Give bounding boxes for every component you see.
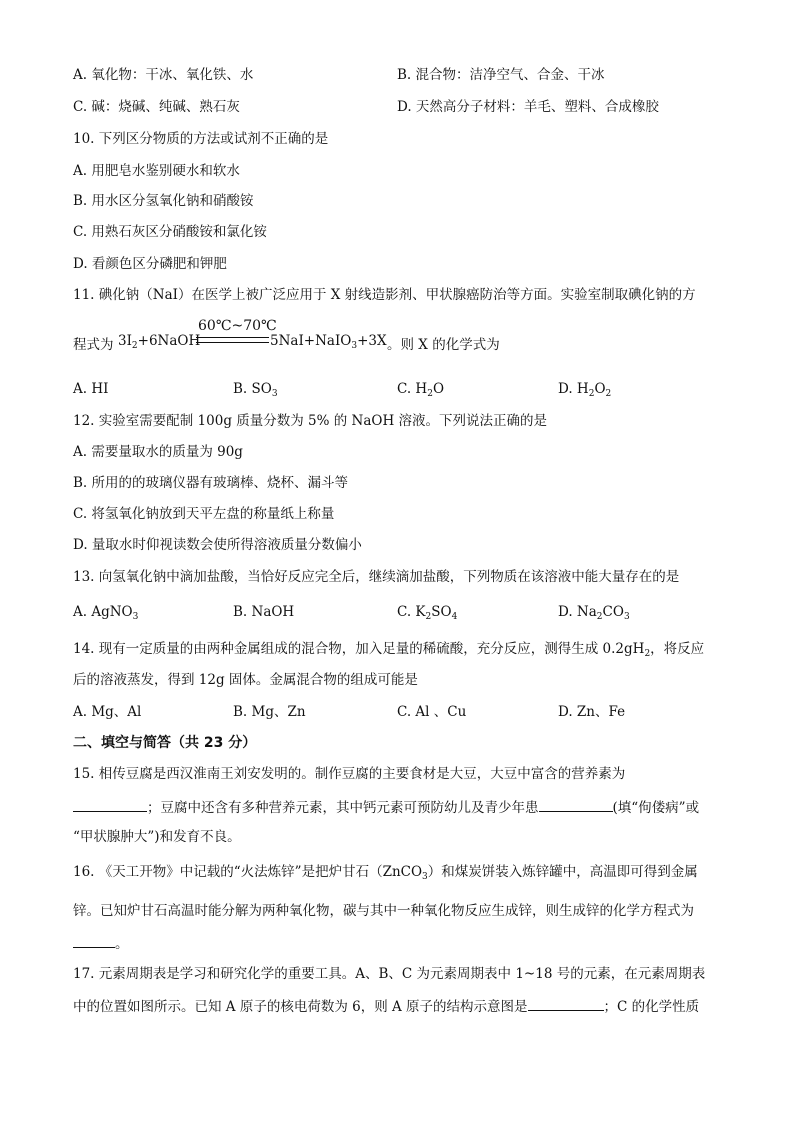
q14-option-a: A. Mg、Al — [73, 704, 142, 720]
q13-option-b: B. NaOH — [233, 604, 295, 620]
q9-option-d: D. 天然高分子材料：羊毛、塑料、合成橡胶 — [397, 99, 659, 115]
q10-option-d: D. 看颜色区分磷肥和钾肥 — [73, 256, 227, 272]
q11-option-a: A. HI — [73, 381, 109, 397]
q15-line1: 15. 相传豆腐是西汉淮南王刘安发明的。制作豆腐的主要食材是大豆，大豆中富含的营养素为 — [73, 766, 626, 782]
q12-stem: 12. 实验室需要配制 100g 质量分数为 5% 的 NaOH 溶液。下列说法正确的是 — [73, 413, 548, 429]
q16-line1: 16. 《天工开物》中记载的“火法炼锌”是把炉甘石（ZnCO$_3$）和煤炭饼装入炼锌罐中，高温即可得到金属 — [73, 864, 698, 882]
q15-line2: ；豆腐中还含有多种营养元素，其中钙元素可预防幼儿及青少年患 (填“佝偻病”或 — [73, 797, 699, 817]
q14-stem-line1: 14. 现有一定质量的由两种金属组成的混合物，加入足量的稀硫酸，充分反应，测得生成 $0.2gH_2$，将反应 — [73, 641, 705, 659]
q13-option-c: C. $K_2SO_4$ — [397, 604, 458, 622]
q11-eq-condition: 60℃~70℃ — [198, 318, 277, 334]
section-2-title: 二、填空与简答（共 23 分） — [73, 735, 257, 751]
q12-option-c: C. 将氢氧化钠放到天平左盘的称量纸上称量 — [73, 506, 335, 522]
q10-option-c: C. 用熟石灰区分硝酸铵和氯化铵 — [73, 224, 267, 240]
q11-option-b: B. $SO_3$ — [233, 381, 278, 399]
q14-option-c: C. Al 、Cu — [397, 704, 467, 720]
q14-stem-line2: 后的溶液蒸发，得到 12g 固体。金属混合物的组成可能是 — [73, 672, 418, 688]
q14-option-b: B. Mg、Zn — [233, 704, 306, 720]
q11-eq-suffix: 。则 X 的化学式为 — [387, 337, 500, 353]
q11-option-d: D. $H_2O_2$ — [558, 381, 612, 399]
q10-stem: 10. 下列区分物质的方法或试剂不正确的是 — [73, 131, 329, 147]
q10-option-a: A. 用肥皂水鉴别硬水和软水 — [73, 163, 240, 179]
q11-eq-double-line — [196, 337, 269, 343]
q13-option-d: D. $Na_2CO_3$ — [558, 604, 630, 622]
q10-option-b: B. 用水区分氢氧化钠和硝酸铵 — [73, 193, 254, 209]
q15-blank-2[interactable] — [539, 797, 613, 812]
q11-eq-prefix: 程式为 — [73, 337, 114, 353]
q14-option-d: D. Zn、Fe — [558, 704, 626, 720]
q11-eq-reactants: $3I_2+6NaOH$ — [118, 333, 201, 351]
q12-option-b: B. 所用的的玻璃仪器有玻璃棒、烧杯、漏斗等 — [73, 475, 349, 491]
q9-option-c: C. 碱：烧碱、纯碱、熟石灰 — [73, 99, 240, 115]
q12-option-a: A. 需要量取水的质量为 90g — [73, 444, 243, 460]
q13-stem: 13. 向氢氧化钠中滴加盐酸，当恰好反应完全后，继续滴加盐酸，下列物质在该溶液中能大量存在的是 — [73, 569, 680, 585]
q17-blank-1[interactable] — [528, 996, 604, 1011]
q9-option-b: B. 混合物：洁净空气、合金、干冰 — [397, 67, 605, 83]
q17-line1: 17. 元素周期表是学习和研究化学的重要工具。A、B、C 为元素周期表中 1~18 号的元素，在元素周期表 — [73, 966, 706, 982]
q11-stem: 11. 碘化钠（NaI）在医学上被广泛应用于 X 射线造影剂、甲状腺癌防治等方面。实验室制取碘化钠的方 — [73, 287, 696, 303]
q16-line2: 锌。已知炉甘石高温时能分解为两种氧化物，碳与其中一种氧化物反应生成锌，则生成锌的化学方程式为 — [73, 903, 694, 919]
q13-option-a: A. AgNO$_3$ — [73, 604, 139, 622]
q17-line2: 中的位置如图所示。已知 A 原子的核电荷数为 6，则 A 原子的结构示意图是 ；C 的化学性质 — [73, 996, 699, 1016]
q16-line3: 。 — [73, 933, 129, 953]
q11-option-c: C. $H_2O$ — [397, 381, 445, 399]
q15-blank-1[interactable] — [73, 797, 147, 812]
q16-blank[interactable] — [73, 933, 115, 948]
q12-option-d: D. 量取水时仰视读数会使所得溶液质量分数偏小 — [73, 537, 362, 553]
q15-line3: “甲状腺肿大”)和发育不良。 — [73, 829, 241, 845]
q9-option-a: A. 氧化物：干冰、氧化铁、水 — [73, 67, 254, 83]
q11-eq-products: 5NaI+NaIO$_3$+3X — [270, 333, 387, 351]
